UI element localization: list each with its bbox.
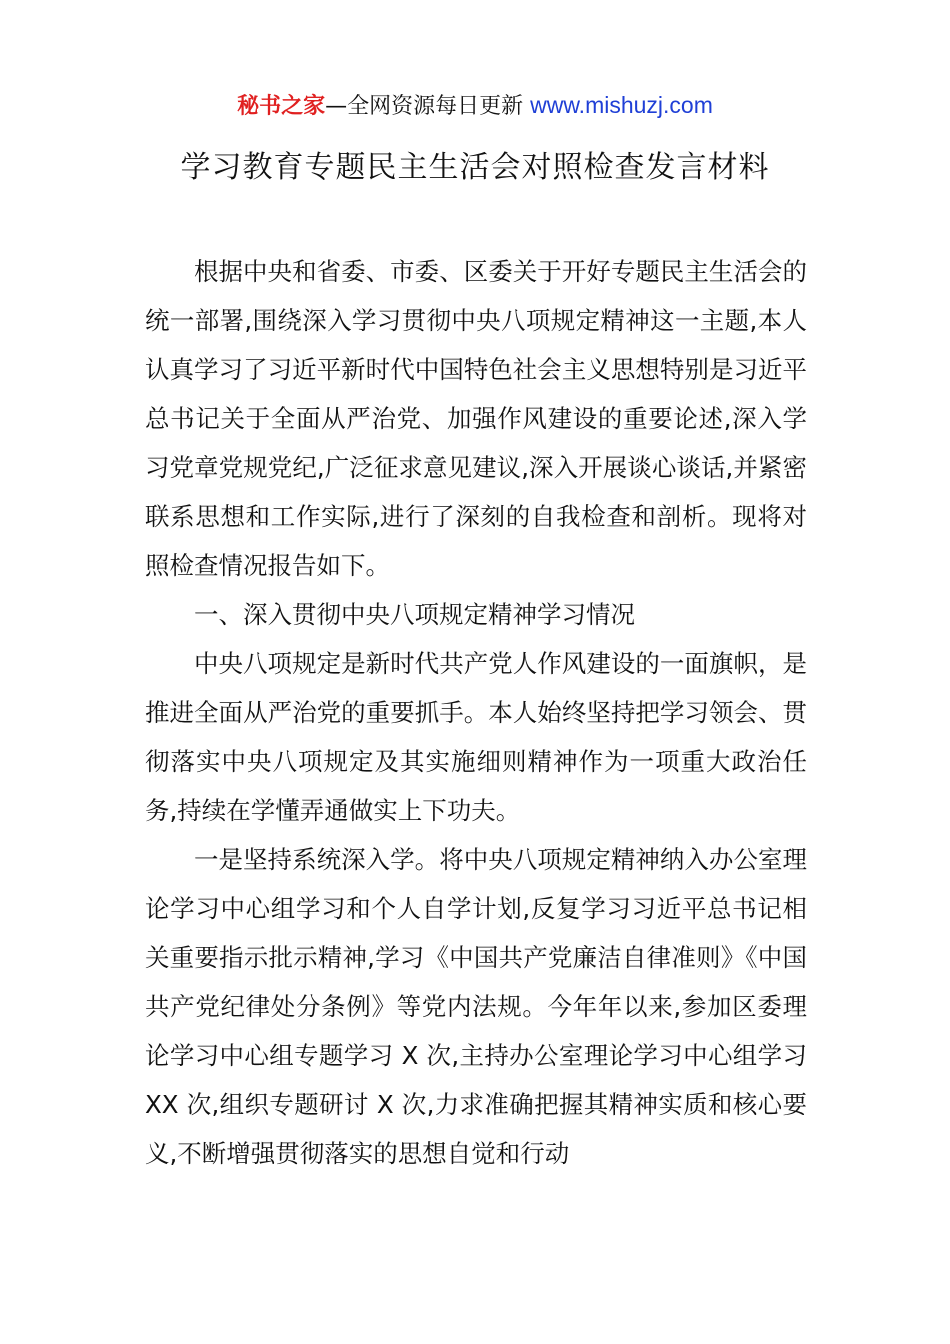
paragraph-section-intro: 中央八项规定是新时代共产党人作风建设的一面旗帜，是推进全面从严治党的重要抓手。本人始终坚持把学习领会、贯彻落实中央八项规定及其实施细则精神作为一项重大政治任务,持续在学懂弄通做实上下功夫。	[145, 649, 807, 825]
site-url-link[interactable]: www.mishuzj.com	[530, 92, 713, 118]
document-title: 学习教育专题民主生活会对照检查发言材料	[180, 150, 770, 185]
section-heading: 一、深入贯彻中央八项规定精神学习情况	[194, 600, 635, 629]
paragraph-point-one: 一是坚持系统深入学。将中央八项规定精神纳入办公室理论学习中心组学习和个人自学计划,反复学习习近平总书记相关重要指示批示精神,学习《中国共产党廉洁自律准则》《中国共产党纪律处分条例》等党内法规。今年年以来,参加区委理论学习中心组专题学习 X 次,主持办公室理论学习中心组学习 XX 次,组织专题研讨 X 次,力求准确把握其精神实质和核心要义,不断增强贯彻落实的思想自觉和行动	[145, 845, 807, 1168]
brand-name: 秘书之家	[237, 94, 326, 119]
site-header	[0, 88, 950, 124]
document-body	[145, 247, 807, 1178]
header-tagline: —全网资源每日更新	[325, 94, 531, 119]
paragraph-intro: 根据中央和省委、市委、区委关于开好专题民主生活会的统一部署,围绕深入学习贯彻中央八项规定精神这一主题,本人认真学习了习近平新时代中国特色社会主义思想特别是习近平总书记关于全面从严治党、加强作风建设的重要论述,深入学习党章党规党纪,广泛征求意见建议,深入开展谈心谈话,并紧密联系思想和工作实际,进行了深刻的自我检查和剖析。现将对照检查情况报告如下。	[145, 257, 807, 580]
